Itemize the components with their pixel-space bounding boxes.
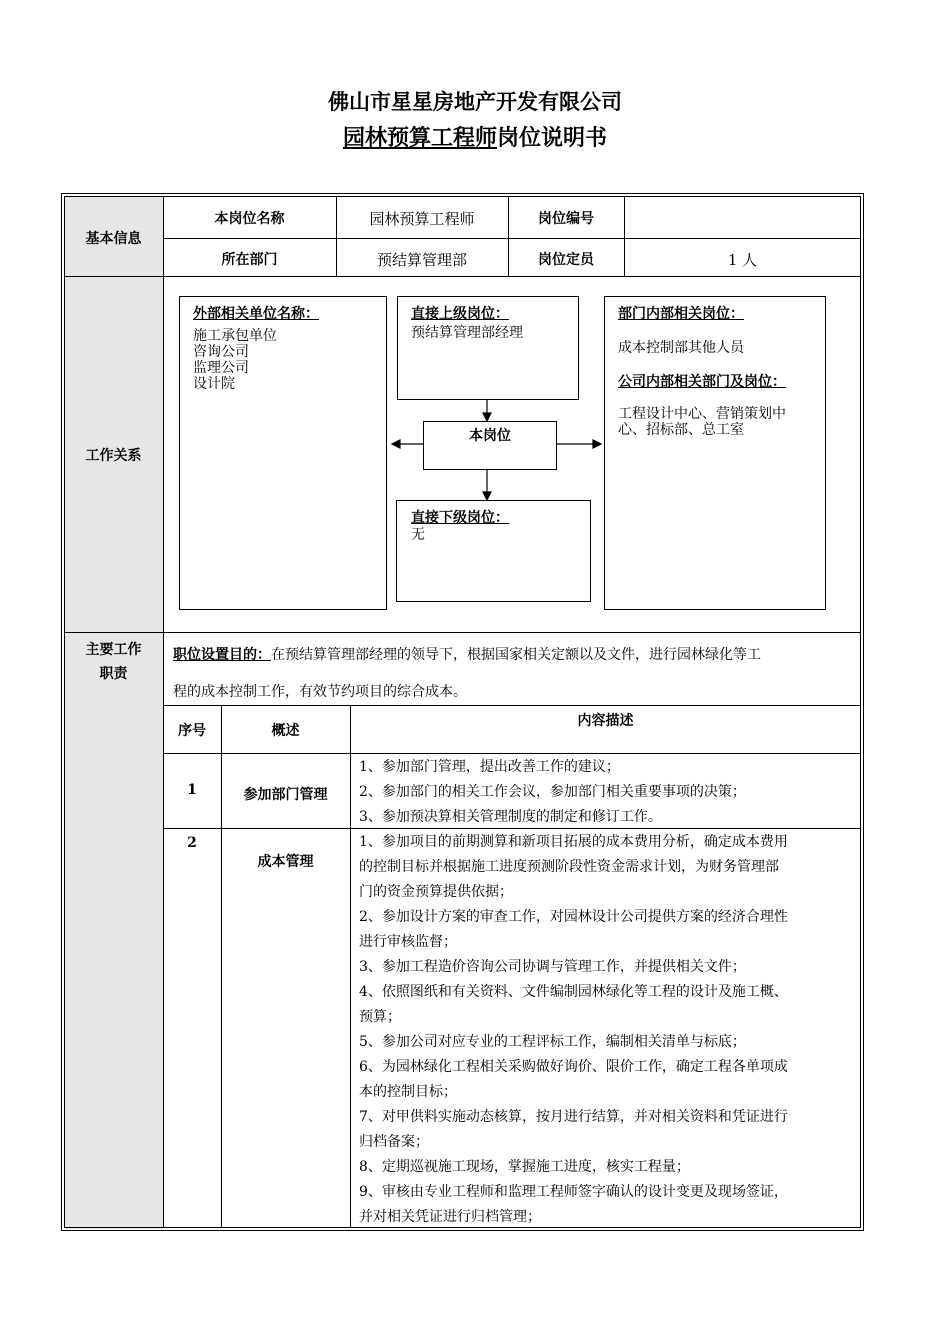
row-summary: 参加部门管理 <box>243 787 328 803</box>
row-number: 1 <box>187 782 197 798</box>
company-posts-heading: 公司内部相关部门及岗位： <box>618 374 786 390</box>
external-units-list <box>193 328 277 392</box>
description-line: 预算； <box>359 1009 401 1025</box>
document-title-rest: 岗位说明书 <box>497 126 608 151</box>
row-description <box>359 830 857 1230</box>
work-relations-label: 工作关系 <box>85 448 142 464</box>
external-units-heading: 外部相关单位名称： <box>193 306 319 322</box>
headcount-value: 1 人 <box>727 251 758 269</box>
description-line: 归档备案； <box>359 1134 429 1150</box>
divider <box>64 632 861 633</box>
document-title-underlined: 园林预算工程师 <box>342 126 497 151</box>
description-line: 5、参加公司对应专业的工程评标工作，编制相关清单与标底； <box>359 1034 746 1050</box>
description-line: 1、参加项目的前期测算和新项目拓展的成本费用分析，确定成本费用 <box>359 834 788 850</box>
row-description <box>359 755 857 830</box>
purpose-block <box>173 637 857 711</box>
column-header-summary: 概述 <box>271 723 300 739</box>
description-line: 7、对甲供料实施动态核算，按月进行结算，并对相关资料和凭证进行 <box>359 1109 788 1125</box>
purpose-line: 程的成本控制工作，有效节约项目的综合成本。 <box>173 684 467 700</box>
description-line: 并对相关凭证进行归档管理； <box>359 1209 541 1225</box>
description-line: 3、参加预决算相关管理制度的制定和修订工作。 <box>359 809 662 825</box>
post-name-label: 本岗位名称 <box>214 211 285 227</box>
divider <box>163 238 861 239</box>
description-line: 6、为园林绿化工程相关采购做好询价、限价工作，确定工程各单项成 <box>359 1059 788 1075</box>
duties-label-line: 主要工作 <box>85 642 142 658</box>
basic-info-label: 基本信息 <box>85 231 142 247</box>
row-number: 2 <box>187 835 197 851</box>
subordinate-post-value: 无 <box>411 527 425 543</box>
department-label: 所在部门 <box>221 252 278 268</box>
company-posts-line: 工程设计中心、营销策划中 <box>618 406 786 422</box>
department-value: 预结算管理部 <box>376 251 467 269</box>
purpose-line <box>173 637 857 674</box>
description-line: 1、参加部门管理，提出改善工作的建议； <box>359 759 620 775</box>
list-item: 监理公司 <box>193 360 249 376</box>
list-item: 咨询公司 <box>193 344 249 360</box>
divider <box>163 196 164 1228</box>
company-posts-line: 心、招标部、总工室 <box>618 422 744 438</box>
subordinate-post-heading: 直接下级岗位： <box>411 510 509 526</box>
duties-label-line: 职责 <box>99 666 128 682</box>
list-item: 设计院 <box>193 376 235 392</box>
description-line: 进行审核监督； <box>359 934 457 950</box>
self-post-label: 本岗位 <box>469 428 511 444</box>
description-line: 9、审核由专业工程师和监理工程师签字确认的设计变更及现场签证， <box>359 1184 788 1200</box>
purpose-label: 职位设置目的： <box>173 647 271 663</box>
divider <box>350 705 351 1228</box>
internal-posts-value: 成本控制部其他人员 <box>618 340 744 356</box>
description-line: 8、定期巡视施工现场，掌握施工进度，核实工程量； <box>359 1159 690 1175</box>
description-line: 的控制目标并根据施工进度预测阶段性资金需求计划，为财务管理部 <box>359 859 779 875</box>
superior-post-value: 预结算管理部经理 <box>411 325 523 341</box>
post-code-label: 岗位编号 <box>538 211 594 227</box>
description-line: 4、依照图纸和有关资料、文件编制园林绿化等工程的设计及施工概、 <box>359 984 788 1000</box>
headcount-label: 岗位定员 <box>538 252 594 268</box>
description-line: 门的资金预算提供依据； <box>359 884 513 900</box>
superior-post-heading: 直接上级岗位： <box>411 306 509 322</box>
purpose-text: 在预结算管理部经理的领导下，根据国家相关定额以及文件，进行园林绿化等工 <box>271 647 761 663</box>
document-title <box>0 121 950 152</box>
description-line: 本的控制目标； <box>359 1084 457 1100</box>
company-name: 佛山市星星房地产开发有限公司 <box>328 90 622 114</box>
column-header-description: 内容描述 <box>577 713 634 729</box>
divider <box>163 753 861 754</box>
description-line: 2、参加部门的相关工作会议，参加部门相关重要事项的决策； <box>359 784 746 800</box>
description-line: 2、参加设计方案的审查工作，对园林设计公司提供方案的经济合理性 <box>359 909 788 925</box>
internal-posts-heading: 部门内部相关岗位： <box>618 306 744 322</box>
duties-label <box>64 638 163 686</box>
company-posts-value <box>618 406 786 438</box>
divider <box>64 276 861 277</box>
column-header-no: 序号 <box>178 723 206 739</box>
row-summary: 成本管理 <box>257 854 314 870</box>
list-item: 施工承包单位 <box>193 328 277 344</box>
post-name-value: 园林预算工程师 <box>369 210 475 228</box>
description-line: 3、参加工程造价咨询公司协调与管理工作，并提供相关文件； <box>359 959 746 975</box>
